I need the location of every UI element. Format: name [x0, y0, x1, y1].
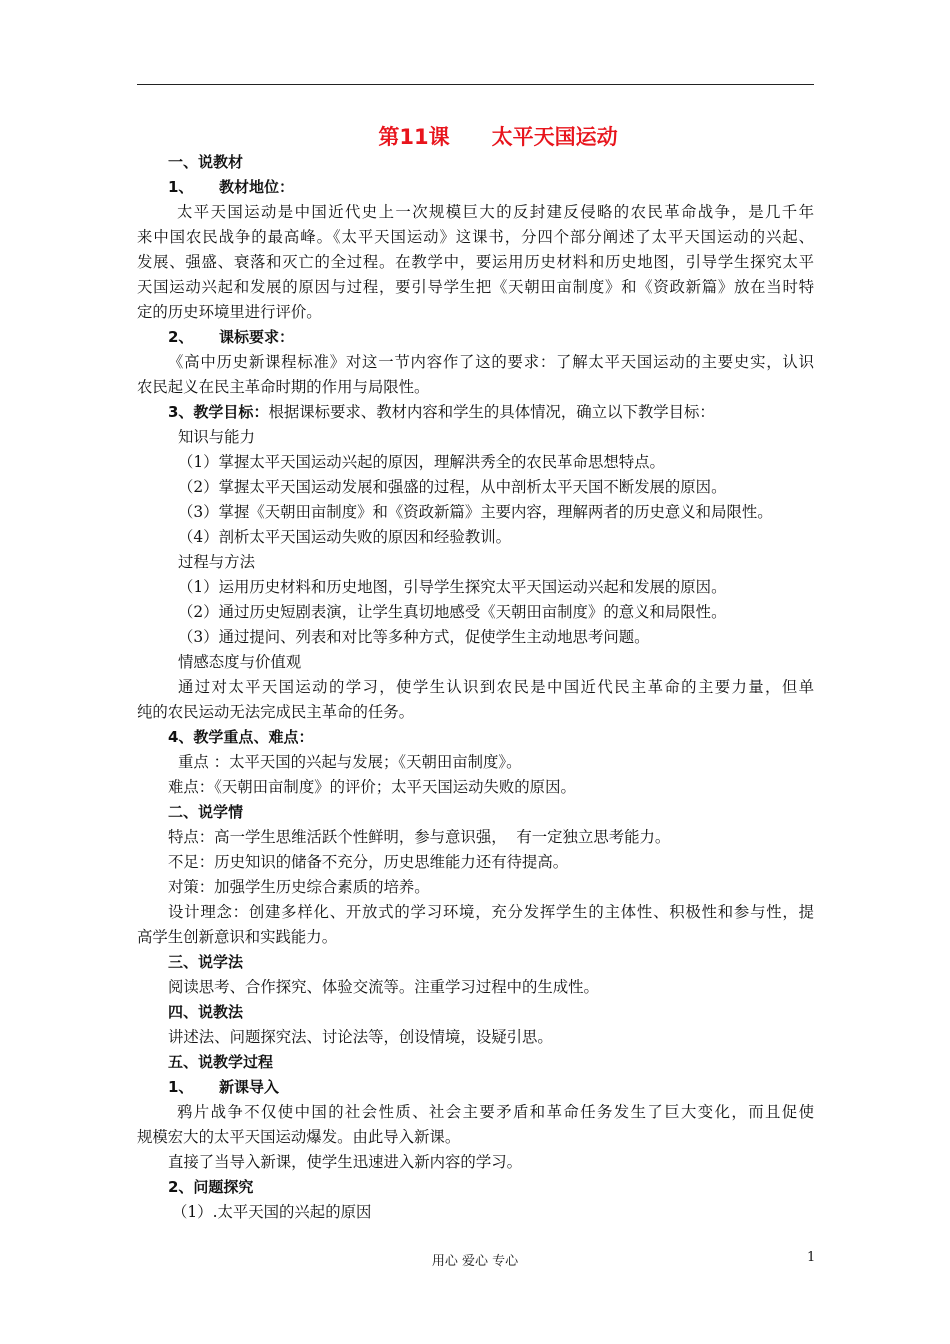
- heading-section-1: 一、说教材: [168, 153, 244, 171]
- heading-section-4: 四、说教法: [168, 1003, 244, 1021]
- paragraph-line: 阅读思考、合作探究、体验交流等。注重学习过程中的生成性。: [168, 978, 599, 996]
- heading-section-2: 二、说学情: [168, 803, 244, 821]
- page-number: 1: [807, 1250, 816, 1265]
- paragraph-line: 高学生创新意识和实践能力。: [137, 928, 338, 946]
- heading-text: 新课导入: [219, 1078, 280, 1096]
- paragraph-line: 太平天国运动是中国近代史上一次规模巨大的反封建反侵略的农民革命战争，是几千年: [177, 203, 814, 221]
- student-features: 特点：高一学生思维活跃个性鲜明，参与意识强， 有一定独立思考能力。: [168, 828, 671, 846]
- goal-item: （1）运用历史材料和历史地图，引导学生探究太平天国运动兴起和发展的原因。: [178, 578, 727, 596]
- paragraph-line: 通过对太平天国运动的学习，使学生认识到农民是中国近代民主革命的主要力量，但单: [178, 678, 814, 696]
- paragraph-line: 来中国农民战争的最高峰。《太平天国运动》这课书，分四个部分阐述了太平天国运动的兴起、: [137, 228, 814, 246]
- heading-1-1: [168, 177, 294, 197]
- goal-item: （1）掌握太平天国运动兴起的原因，理解洪秀全的农民革命思想特点。: [178, 453, 665, 471]
- heading-number: 2、: [168, 328, 194, 346]
- heading-section-5: 五、说教学过程: [168, 1053, 274, 1071]
- heading-text: 3、教学目标：: [168, 403, 269, 421]
- heading-text: 课标要求：: [219, 328, 295, 346]
- heading-5-1: [168, 1077, 279, 1097]
- key-point: 重点 ：太平天国的兴起与发展；《天朝田亩制度》。: [178, 753, 522, 771]
- paragraph-line: 纯的农民运动无法完成民主革命的任务。: [137, 703, 415, 721]
- student-strategy: 对策：加强学生历史综合素质的培养。: [168, 878, 430, 896]
- heading-number: 1、: [168, 178, 194, 196]
- student-shortcomings: 不足：历史知识的储备不充分，历史思维能力还有待提高。: [168, 853, 569, 871]
- difficult-point: 难点：《天朝田亩制度》的评价；太平天国运动失败的原因。: [168, 778, 576, 796]
- paragraph-line: 发展、强盛、衰落和灭亡的全过程。在教学中，要运用历史材料和历史地图，引导学生探究太平: [137, 253, 814, 271]
- paragraph-line: 直接了当导入新课，使学生迅速进入新内容的学习。: [168, 1153, 522, 1171]
- heading-section-3: 三、说学法: [168, 953, 244, 971]
- goal-category: 过程与方法: [178, 553, 255, 571]
- paragraph-line: 规模宏大的太平天国运动爆发。由此导入新课。: [137, 1128, 461, 1146]
- heading-note: 根据课标要求、教材内容和学生的具体情况，确立以下教学目标：: [268, 403, 715, 421]
- heading-text: 教材地位：: [219, 178, 295, 196]
- goal-item: （3）掌握《天朝田亩制度》和《资政新篇》主要内容，理解两者的历史意义和局限性。: [178, 503, 773, 521]
- heading-number: 1、: [168, 1078, 194, 1096]
- page-footer: 用心 爱心 专心: [431, 1254, 519, 1269]
- paragraph-line: 《高中历史新课程标准》对这一节内容作了这的要求：了解太平天国运动的主要史实，认识: [168, 353, 814, 371]
- goal-category: 知识与能力: [178, 428, 255, 446]
- paragraph-line: 设计理念：创建多样化、开放式的学习环境，充分发挥学生的主体性、积极性和参与性，提: [168, 903, 814, 921]
- goal-item: （2）掌握太平天国运动发展和强盛的过程，从中剖析太平天国不断发展的原因。: [178, 478, 727, 496]
- heading-1-3: [168, 402, 715, 422]
- heading-5-2: 2、问题探究: [168, 1178, 254, 1196]
- paragraph-line: 鸦片战争不仅使中国的社会性质、社会主要矛盾和革命任务发生了巨大变化，而且促使: [177, 1103, 814, 1121]
- goal-item: （3）通过提问、列表和对比等多种方式，促使学生主动地思考问题。: [178, 628, 650, 646]
- paragraph-line: 农民起义在民主革命时期的作用与局限性。: [137, 378, 430, 396]
- subheading-5-2-1: （1）.太平天国的兴起的原因: [172, 1203, 372, 1221]
- goal-item: （4）剖析太平天国运动失败的原因和经验教训。: [178, 528, 511, 546]
- header-rule: [137, 84, 814, 85]
- paragraph-line: 天国运动兴起和发展的原因与过程，要引导学生把《天朝田亩制度》和《资政新篇》放在当时特: [137, 278, 814, 296]
- paragraph-line: 讲述法、问题探究法、讨论法等，创设情境，设疑引思。: [168, 1028, 553, 1046]
- paragraph-line: 定的历史环境里进行评价。: [137, 303, 322, 321]
- goal-item: （2）通过历史短剧表演，让学生真切地感受《天朝田亩制度》的意义和局限性。: [178, 603, 727, 621]
- page-title: 第11课 太平天国运动: [378, 125, 618, 149]
- heading-1-2: [168, 327, 294, 347]
- goal-category: 情感态度与价值观: [178, 653, 302, 671]
- heading-1-4: 4、教学重点、难点：: [168, 728, 314, 746]
